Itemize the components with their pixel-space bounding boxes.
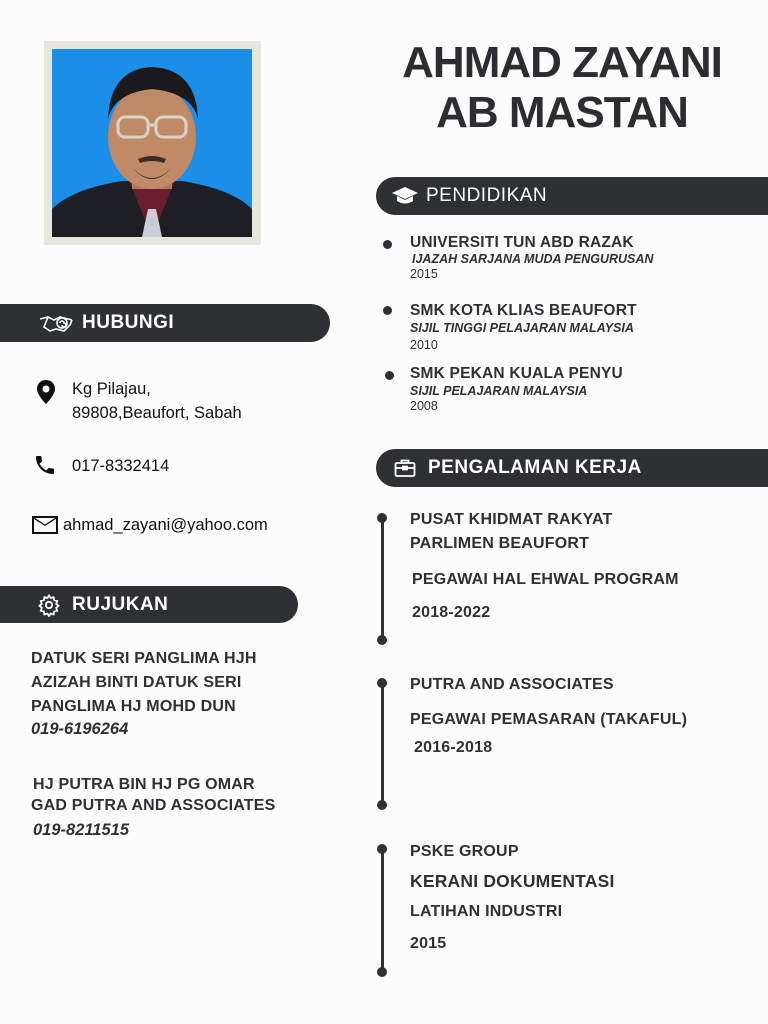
- contact-handshake-icon: [38, 311, 74, 335]
- work-2-org: PUTRA AND ASSOCIATES: [410, 676, 614, 693]
- education-3-year: 2008: [410, 399, 438, 413]
- phone-number[interactable]: 017-8332414: [72, 457, 170, 475]
- timeline-1-line: [381, 518, 384, 640]
- email-address[interactable]: ahmad_zayani@yahoo.com: [63, 516, 268, 534]
- work-1-org-line-2: PARLIMEN BEAUFORT: [410, 535, 590, 552]
- timeline-2-end-dot: [377, 800, 387, 810]
- profile-photo: [52, 49, 252, 237]
- education-1-school: UNIVERSITI TUN ABD RAZAK: [410, 234, 634, 251]
- work-2-period: 2016-2018: [414, 739, 493, 756]
- gear-icon: [37, 593, 61, 617]
- contact-section-header: [0, 304, 330, 342]
- reference-1-name-line-1: DATUK SERI PANGLIMA HJH: [31, 650, 257, 667]
- contact-heading: HUBUNGI: [82, 312, 175, 333]
- education-2-bullet: [383, 306, 392, 315]
- location-pin-icon: [36, 380, 56, 409]
- timeline-3-line: [381, 849, 384, 972]
- reference-2-name-line-2: GAD PUTRA AND ASSOCIATES: [31, 797, 276, 814]
- education-heading: PENDIDIKAN: [426, 185, 548, 206]
- education-3-school: SMK PEKAN KUALA PENYU: [410, 365, 623, 382]
- education-2-year: 2010: [410, 338, 438, 352]
- work-3-org: PSKE GROUP: [410, 843, 519, 860]
- timeline-3-end-dot: [377, 967, 387, 977]
- references-heading: RUJUKAN: [72, 593, 169, 615]
- work-3-type: LATIHAN INDUSTRI: [410, 903, 563, 920]
- graduation-cap-icon: [391, 185, 419, 207]
- reference-1-phone[interactable]: 019-6196264: [31, 720, 129, 738]
- education-2-school: SMK KOTA KLIAS BEAUFORT: [410, 302, 637, 319]
- experience-heading: PENGALAMAN KERJA: [428, 457, 642, 478]
- education-2-degree: SIJIL TINGGI PELAJARAN MALAYSIA: [410, 321, 634, 335]
- work-1-period: 2018-2022: [412, 604, 491, 621]
- education-1-year: 2015: [410, 267, 438, 281]
- education-1-bullet: [383, 240, 392, 249]
- work-3-period: 2015: [410, 935, 447, 952]
- work-1-org-line-1: PUSAT KHIDMAT RAKYAT: [410, 511, 613, 528]
- reference-1-name-line-3: PANGLIMA HJ MOHD DUN: [31, 698, 236, 715]
- timeline-1-end-dot: [377, 635, 387, 645]
- education-section-header: [376, 177, 768, 215]
- profile-photo-frame: [44, 41, 261, 245]
- references-section-header: [0, 586, 298, 623]
- timeline-2-line: [381, 683, 384, 805]
- work-1-role: PEGAWAI HAL EHWAL PROGRAM: [412, 571, 679, 588]
- experience-section-header: [376, 449, 768, 487]
- work-3-role: KERANI DOKUMENTASI: [410, 871, 615, 891]
- education-3-bullet: [385, 371, 394, 380]
- phone-icon: [33, 453, 57, 482]
- name-line-2: AB MASTAN: [436, 88, 688, 137]
- briefcase-icon: [394, 458, 416, 478]
- address-line-2: 89808,Beaufort, Sabah: [72, 404, 242, 422]
- email-icon: [32, 516, 58, 539]
- reference-1-name-line-2: AZIZAH BINTI DATUK SERI: [31, 674, 242, 691]
- education-1-degree: IJAZAH SARJANA MUDA PENGURUSAN: [412, 252, 654, 266]
- address-line-1: Kg Pilajau,: [72, 380, 151, 398]
- reference-2-name-line-1: HJ PUTRA BIN HJ PG OMAR: [33, 776, 255, 793]
- education-3-degree: SIJIL PELAJARAN MALAYSIA: [410, 384, 588, 398]
- work-2-role: PEGAWAI PEMASARAN (TAKAFUL): [410, 711, 688, 728]
- name-line-1: AHMAD ZAYANI: [402, 38, 722, 87]
- reference-2-phone[interactable]: 019-8211515: [33, 821, 130, 839]
